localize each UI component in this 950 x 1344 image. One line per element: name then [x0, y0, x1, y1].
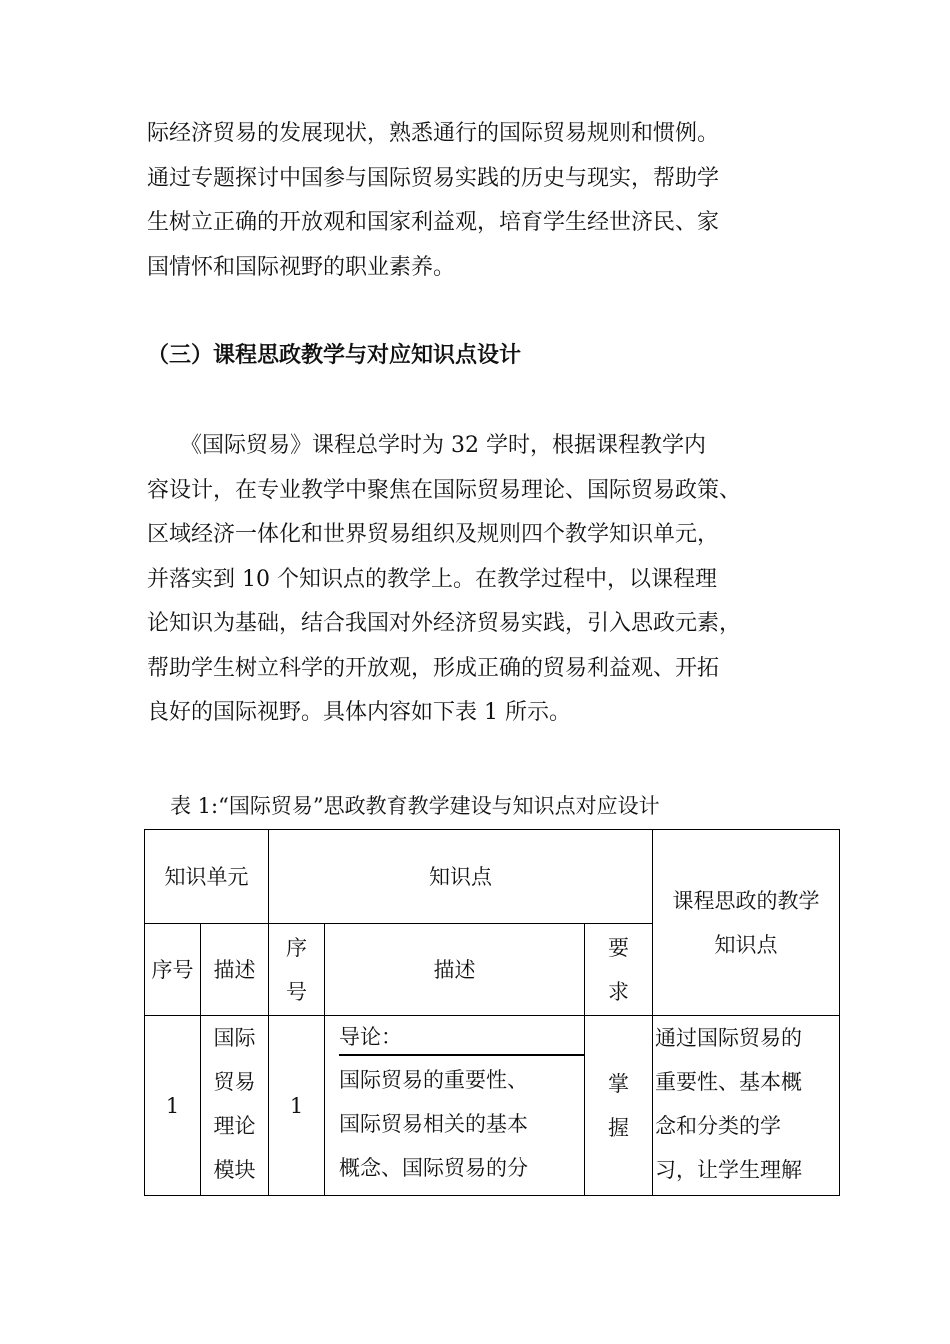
- paragraph-1: [147, 112, 812, 290]
- table-header-row: [145, 830, 840, 924]
- header-line: 要: [608, 935, 629, 960]
- cell-line: 通过国际贸易的: [655, 1026, 802, 1050]
- header-line: 序: [286, 935, 307, 960]
- table-caption: 表 1:“国际贸易”思政教育教学建设与知识点对应设计: [170, 794, 660, 818]
- cell-line: 模块: [213, 1158, 256, 1182]
- cell-line: 习，让学生理解: [655, 1158, 802, 1182]
- header-line: 求: [608, 979, 629, 1004]
- cell-line: 国际贸易相关的基本: [339, 1112, 528, 1136]
- header-point-desc: 描述: [325, 924, 585, 1016]
- ideology-point: [653, 1016, 840, 1196]
- unit-number: 1: [145, 1016, 201, 1196]
- paragraph-line: 通过专题探讨中国参与国际贸易实践的历史与现实，帮助学: [147, 165, 720, 191]
- cell-line: 掌: [608, 1071, 629, 1096]
- cell-line: 概念、国际贸易的分: [339, 1156, 528, 1180]
- header-line: 号: [286, 979, 307, 1004]
- header-requirement: [585, 924, 653, 1016]
- cell-line: 国际贸易的重要性、: [339, 1068, 528, 1092]
- paragraph-line: 生树立正确的开放观和国家利益观，培育学生经世济民、家: [147, 210, 720, 235]
- paragraph-line: 《国际贸易》课程总学时为 32 学时，根据课程教学内: [147, 433, 706, 458]
- header-unit-seq: 序号: [145, 924, 201, 1016]
- knowledge-table: [144, 829, 840, 1196]
- paragraph-line: 良好的国际视野。具体内容如下表 1 所示。: [147, 700, 571, 725]
- section-heading: （三）课程思政教学与对应知识点设计: [147, 343, 522, 368]
- header-point-seq: [269, 924, 325, 1016]
- table-row: [145, 1016, 840, 1196]
- header-unit-desc: 描述: [201, 924, 269, 1016]
- header-knowledge-point: 知识点: [269, 830, 653, 924]
- point-title: 导论：: [339, 1020, 584, 1056]
- cell-line: 贸易: [213, 1070, 256, 1094]
- paragraph-line: 际经济贸易的发展现状，熟悉通行的国际贸易规则和惯例。: [147, 121, 720, 146]
- point-number: 1: [269, 1016, 325, 1196]
- header-ideology-point: [653, 830, 840, 1016]
- paragraph-line: 国情怀和国际视野的职业素养。: [147, 254, 456, 280]
- requirement: [585, 1016, 653, 1196]
- unit-description: [201, 1016, 269, 1196]
- paragraph-line: 帮助学生树立科学的开放观，形成正确的贸易利益观、开拓: [147, 655, 720, 681]
- cell-line: 握: [608, 1115, 629, 1140]
- cell-line: 念和分类的学: [655, 1114, 781, 1138]
- paragraph-2: [147, 424, 812, 736]
- header-line: 知识点: [714, 932, 778, 957]
- header-line: 课程思政的教学: [672, 888, 820, 913]
- cell-line: 理论: [213, 1114, 256, 1138]
- cell-line: 国际: [213, 1026, 256, 1050]
- paragraph-line: 并落实到 10 个知识点的教学上。在教学过程中，以课程理: [147, 566, 717, 592]
- point-description: [325, 1016, 585, 1196]
- paragraph-line: 区域经济一体化和世界贸易组织及规则四个教学知识单元，: [147, 522, 720, 547]
- cell-line: 重要性、基本概: [655, 1070, 802, 1094]
- paragraph-line: 论知识为基础，结合我国对外经济贸易实践，引入思政元素，: [147, 611, 742, 636]
- paragraph-line: 容设计，在专业教学中聚焦在国际贸易理论、国际贸易政策、: [147, 477, 742, 503]
- header-knowledge-unit: 知识单元: [145, 830, 269, 924]
